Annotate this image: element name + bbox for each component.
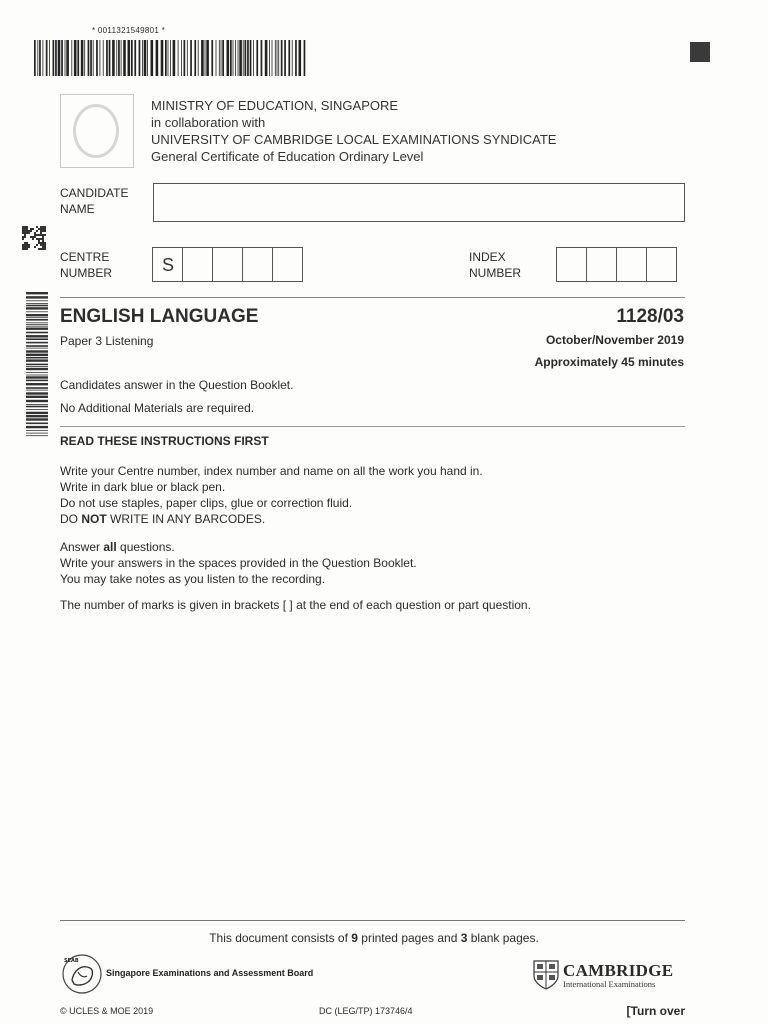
instruction-line: Do not use staples, paper clips, glue or correction fluid. [60,496,353,510]
exam-logo [60,94,134,168]
instruction-line: Write in dark blue or black pen. [60,480,226,494]
page-count-text: printed pages and [357,931,461,945]
centre-box[interactable] [182,247,213,282]
index-box[interactable] [556,247,587,282]
index-box[interactable] [646,247,677,282]
instructions-heading: READ THESE INSTRUCTIONS FIRST [60,434,269,448]
centre-label-line1: CENTRE [60,250,110,264]
barcode [34,40,308,76]
divider [60,297,685,298]
qr-code [22,226,46,250]
exam-duration: Approximately 45 minutes [534,355,684,369]
header-collab: in collaboration with [151,115,266,130]
cambridge-brand [533,960,673,990]
instruction-line [60,511,483,527]
exam-session: October/November 2019 [545,333,684,347]
cambridge-shield-icon [533,960,559,990]
marks-note: The number of marks is given in brackets [ ] at the end of each question or part question. [60,598,531,612]
header-ministry: MINISTRY OF EDUCATION, SINGAPORE [151,98,399,113]
page-count-text: blank pages. [467,931,539,945]
index-label-line1: INDEX [469,250,506,264]
instruction-text: DO [60,512,82,526]
seab-logo-text: SEAB [64,958,79,964]
centre-box[interactable] [242,247,273,282]
divider [60,920,685,921]
centre-number-label [60,249,112,281]
page-count-text: This document consists of [209,931,352,945]
seab-name: Singapore Examinations and Assessment Board [106,968,314,978]
candidate-name-label [60,185,128,217]
corner-marker [690,42,710,62]
copyright: © UCLES & MOE 2019 [60,1006,154,1016]
instruction-line: You may take notes as you listen to the recording. [60,572,326,586]
instructions-block-1 [60,463,483,527]
seab-brand [60,950,313,996]
index-number-label [469,249,521,281]
turn-over-note: [Turn over [626,1004,685,1018]
candidate-label-line1: CANDIDATE [60,186,129,200]
index-label-line2: NUMBER [469,266,522,280]
index-number-field[interactable] [557,247,677,282]
candidate-label-line2: NAME [60,202,95,216]
cambridge-subtitle: International Examinations [563,978,656,989]
index-box[interactable] [616,247,647,282]
centre-box[interactable] [212,247,243,282]
instruction-line: Write your Centre number, index number and name on all the work you hand in. [60,464,483,478]
instruction-line: Write your answers in the spaces provided in the Question Booklet. [60,556,417,570]
instruction-text: Answer [60,540,104,554]
page-count-note [0,931,748,945]
document-reference: DC (LEG/TP) 173746/4 [319,1006,413,1016]
barcode-number: * 0011321549801 * [92,26,166,35]
seab-lion-icon [60,950,104,996]
logo-o-mark [73,104,119,158]
centre-label-line2: NUMBER [60,266,113,280]
instruction-text: questions. [116,540,175,554]
instruction-emphasis: NOT [81,512,107,526]
centre-number-field[interactable] [153,247,303,282]
subject-title: ENGLISH LANGUAGE [60,306,259,327]
answer-location-note: Candidates answer in the Question Booklet. [60,378,294,392]
cambridge-title: CAMBRIDGE [563,960,674,980]
divider [60,426,685,427]
candidate-name-field[interactable] [153,183,685,222]
centre-box[interactable] [272,247,303,282]
instruction-text: WRITE IN ANY BARCODES. [106,512,266,526]
header-level: General Certificate of Education Ordinary Level [151,149,424,164]
materials-note: No Additional Materials are required. [60,401,255,415]
instructions-block-2 [60,539,417,587]
index-box[interactable] [586,247,617,282]
printed-pages-count: 9 [351,931,358,945]
exam-header [151,97,556,165]
centre-box-prefix[interactable]: S [152,247,183,282]
instruction-emphasis: all [103,540,117,554]
paper-name: Paper 3 Listening [60,334,154,348]
header-ucles: UNIVERSITY OF CAMBRIDGE LOCAL EXAMINATIONS SYNDICATE [151,132,557,147]
instruction-line [60,539,417,555]
side-barcode [18,292,50,438]
syllabus-code: 1128/03 [616,306,684,327]
blank-pages-count: 3 [460,931,468,945]
